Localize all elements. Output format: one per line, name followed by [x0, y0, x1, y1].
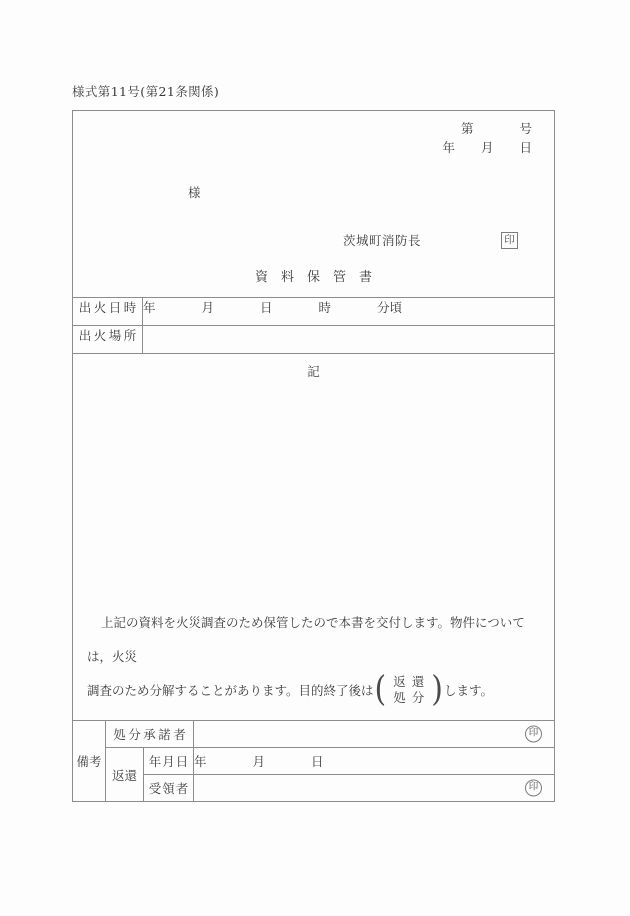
main-form-table: [72, 110, 555, 721]
remarks-table: [72, 720, 555, 802]
receiver-label: 受領者: [144, 775, 194, 802]
document-number-label: 第: [460, 121, 474, 136]
addressee-honorific: 様: [188, 185, 201, 200]
document-title: 資料保管書: [254, 270, 385, 285]
body-cell[interactable]: [73, 354, 555, 721]
return-date-day: 日: [311, 754, 324, 769]
field-label-fire-datetime: 出火日時: [73, 298, 143, 326]
fire-time-hour: 時: [318, 300, 332, 315]
statement-line-2: [87, 669, 542, 710]
table-row-body: [73, 354, 555, 721]
remarks-label: 備考: [73, 721, 106, 802]
fire-date-month: 月: [201, 300, 215, 315]
document-date-month: 月: [480, 140, 494, 155]
header-cell: [73, 111, 555, 298]
seal-icon: 印: [525, 726, 542, 743]
document-number-unit: 号: [519, 121, 532, 136]
note-marker: 記: [307, 364, 320, 379]
choice-option-return[interactable]: 返還: [393, 674, 431, 689]
bracket-right-icon: ): [431, 669, 443, 710]
table-row-disposal-consent: [73, 721, 555, 748]
table-row-fire-location: [73, 326, 555, 354]
seal-icon: 印: [501, 232, 518, 249]
disposal-consent-label: 処分承諾者: [106, 721, 194, 748]
header-row: [73, 111, 555, 298]
document-date-year: 年: [442, 140, 455, 155]
choice-option-disposal[interactable]: 処分: [393, 690, 431, 705]
return-date-label: 年月日: [144, 748, 194, 775]
issuer-line: [343, 231, 540, 249]
table-row-receiver: [73, 775, 555, 802]
fire-time-minute: 分頃: [377, 300, 403, 315]
form-number-heading: 様式第11号(第21条関係): [72, 84, 220, 99]
table-row-fire-datetime: [73, 298, 555, 326]
disposal-consent-entry[interactable]: [194, 721, 555, 748]
document-date: [442, 138, 532, 156]
issuer-name: 茨城町消防長: [343, 233, 422, 248]
disposition-choice[interactable]: [374, 669, 443, 710]
field-value-fire-datetime[interactable]: [143, 298, 555, 326]
fire-date-year: 年: [143, 300, 156, 315]
receiver-entry[interactable]: [194, 775, 555, 802]
statement-line-2-before: 調査のため分解することがあります。目的終了後は: [87, 683, 374, 698]
bracket-left-icon: (: [374, 669, 387, 710]
field-label-fire-location: 出火場所: [73, 326, 143, 354]
return-date-entry[interactable]: [194, 748, 555, 775]
statement-line-2-after: します。: [443, 683, 493, 698]
statement-block: [87, 606, 542, 708]
field-value-fire-location[interactable]: [143, 326, 555, 354]
return-date-month: 月: [252, 754, 266, 769]
document-number: [461, 119, 532, 137]
return-date-year: 年: [194, 754, 207, 769]
document-date-day: 日: [519, 140, 532, 155]
return-label: 返還: [106, 748, 144, 802]
table-row-return-date: [73, 748, 555, 775]
statement-line-1: 上記の資料を火災調査のため保管したので本書を交付します。物件については，火災: [87, 615, 525, 664]
seal-icon: 印: [525, 780, 542, 797]
fire-date-day: 日: [260, 300, 273, 315]
